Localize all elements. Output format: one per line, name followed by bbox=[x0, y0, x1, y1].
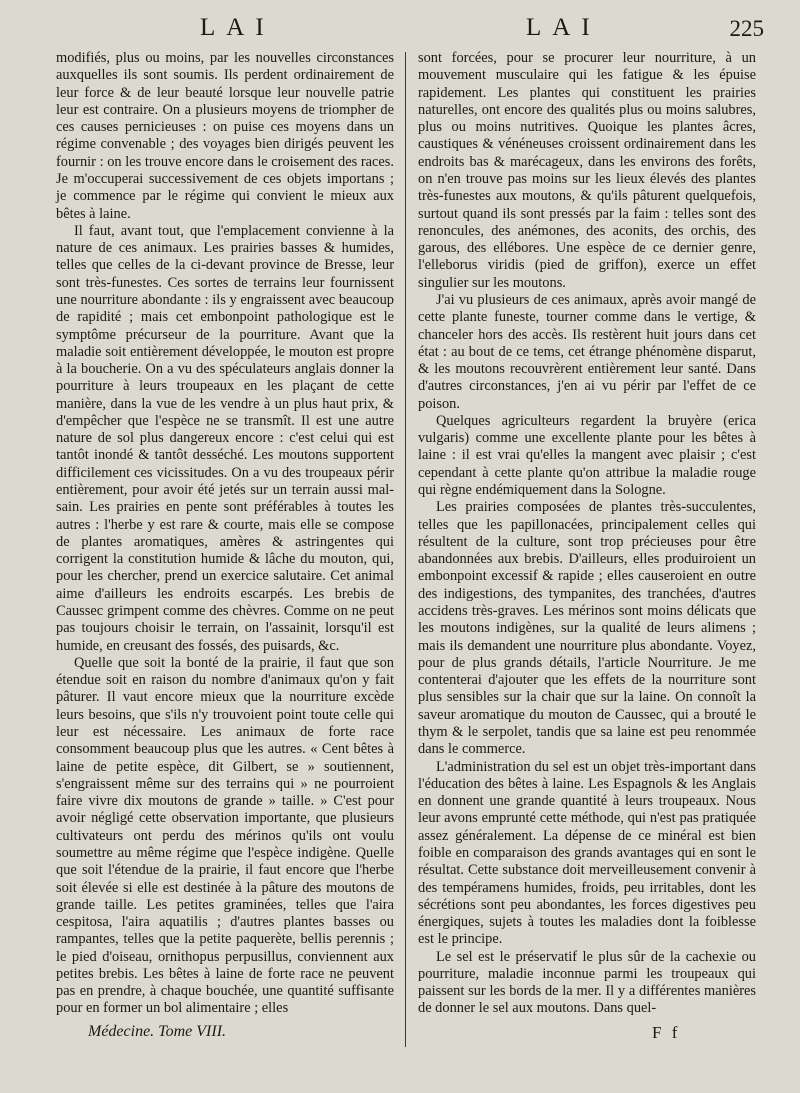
footer-signature: F f bbox=[652, 1023, 681, 1042]
column-divider bbox=[405, 52, 406, 1047]
header-right-title: LAI bbox=[526, 14, 601, 41]
right-paragraph-1: sont forcées, pour se procurer leur nourriture, à un mouvement musculaire qui les fatigue & les épuise rapidement. Les plantes qui constituent les prairies naturelles, ont encore des qualités plus ou moins salubres, plus ou moins nutritives. Quoique les plantes âcres, caustiques & vénéneuses croissent ordinairement dans les endroits bas & marécageux, dans les environs des forêts, on n'en trouve pas moins sur les lieux élevés des plantes très-funestes aux moutons, & qu'ils pâturent quelquefois, surtout quand ils sont pressés par la faim : telles sont des renoncules, des anémones, des aconits, des orchis, des garous, des ellébores. Une espèce de ce dernier genre, l'elleborus viridis (pied de griffon), exerce un effet singulier sur les moutons. bbox=[418, 50, 756, 291]
left-paragraph-3: Quelle que soit la bonté de la prairie, il faut que son étendue soit en raison du nombre d'animaux qu'on y fait pâturer. Il vaut encore mieux que la nourriture excède leurs besoins, que s'ils n'y trouvoient point toute celle qui leur est nécessaire. Les animaux de forte race consomment beaucoup plus que les autres. « Cent bêtes à laine de petite espèce, dit Gilbert, se » soutiennent, s'engraissent même sur des terrains qui » ne pourroient faire vivre dix moutons de grande » taille. » C'est pour avoir négligé cette observation importante, que plusieurs cultivateurs ont perdu des mérinos qu'ils ont voulu soumettre au même régime que l'espèce indigène. Quelle que soit l'étendue de la prairie, il faut encore que l'herbe soit élevée si elle est destinée à la pâture des moutons de grande taille. Les petites graminées, telles que l'aira cespitosa, l'aira aquatilis ; d'autres plantes basses ou rampantes, telles que la petite paquerète, bellis perennis ; le pied d'oiseau, ornithopus perpusillus, conviennent aux petites brebis. Les bêtes à laine de forte race ne peuvent pas en prendre, à chaque bouchée, une quantité suffisante pour en former un bol alimentaire ; elles bbox=[56, 654, 394, 1017]
left-paragraph-2: Il faut, avant tout, que l'emplacement convienne à la nature de ces animaux. Les prairies basses & humides, telles que celles de la ci-devant province de Bresse, leur sont très-funestes. Ces sortes de terrains leur fournissent une nourriture abondante : ils y engraissent avec beaucoup de rapidité ; mais cet embonpoint pathologique est le symptôme précurseur de la pourriture. Avant que la maladie soit entièrement développée, le mouton est propre à la boucherie. On a vu des spéculateurs anglais donner la pourriture à leurs troupeaux en les plaçant de cette manière, dans la vue de les vendre à un plus haut prix, & d'empêcher que l'espèce ne se transmît. Il est une autre nature de sol plus dangereux encore : c'est celui qui est tantôt inondé & tantôt desséché. Les moutons supportent difficilement ces vicissitudes. On a vu des troupeaux périr entièrement, pour avoir été jetés sur un terrain aussi mal-sain. Les prairies en pente sont préférables à toutes les autres : l'herbe y est rare & courte, mais elle se compose de plantes aromatiques, amères & astringentes qui corrigent la constitution humide & lâche du mouton, qui, pour les chercher, prend un exercice salutaire. Cet animal aime d'ailleurs les endroits escarpés. Les brebis de Caussec grimpent comme des chèvres. Comme on ne peut pas toujours choisir le terrain, on l'assainit, lorsqu'il est humide, en creusant des fossés, des puisards, &c. bbox=[56, 222, 394, 654]
right-paragraph-3: Quelques agriculteurs regardent la bruyère (erica vulgaris) comme une excellente plante pour les bêtes à laine : il est vrai qu'elles la mangent avec plaisir ; c'est cependant à cette plante qu'on attribue la maladie rouge qui règne endémiquement dans la Sologne. bbox=[418, 412, 756, 499]
left-column bbox=[56, 50, 394, 1018]
right-column bbox=[418, 50, 756, 1018]
running-header bbox=[0, 14, 800, 46]
right-paragraph-4: Les prairies composées de plantes très-succulentes, telles que les papillonacées, principalement celles qui résultent de la culture, sont trop précieuses pour être abandonnées aux brebis. D'ailleurs, elles produiroient un embonpoint excessif & rapide ; elles causeroient en outre des indigestions, des tympanites, des tranchées, d'autres accidens très-graves. Les mérinos sont moins délicats que les moutons indigènes, sur la qualité de leurs alimens ; mais ils demandent une nourriture plus abondante. Voyez, pour de plus grands détails, l'article Nourriture. Je me contenterai d'ajouter que les effets de la nourriture sont plus sensibles sur la chair que sur la laine. On connoît la saveur aromatique du mouton de Caussec, qui a brouté le thym & le serpolet, tandis que sa laine est peu renommée dans le commerce. bbox=[418, 499, 756, 758]
left-paragraph-1: modifiés, plus ou moins, par les nouvelles circonstances auxquelles ils sont soumis. Ils perdent ordinairement de leur force & de leur beauté lorsque leur nouvelle patrie leur est contraire. On a plusieurs moyens de triompher de ces causes pernicieuses : on puise ces moyens dans un régime convenable ; des voyages bien dirigés peuvent les fournir : on les trouve encore dans le croisement des races. Je m'occuperai successivement de ces objets importans ; je commence par le régime qui convient le mieux aux bêtes à laine. bbox=[56, 50, 394, 222]
right-paragraph-2: J'ai vu plusieurs de ces animaux, après avoir mangé de cette plante funeste, tourner comme dans le vertige, & chanceler hors des accès. Ils restèrent huit jours dans cet état : au bout de ce tems, cet étrange phénomène disparut, & les moutons recouvrèrent entièrement leur santé. Dans d'autres circonstances, j'en ai vu périr par l'effet de ce poison. bbox=[418, 291, 756, 412]
page-number: 225 bbox=[729, 16, 764, 41]
right-paragraph-5: L'administration du sel est un objet très-important dans l'éducation des bêtes à laine. Les Espagnols & les Anglais en donnent une grande quantité à leurs troupeaux. Nous leur avons emprunté cette méthode, qui n'est pas pratiquée assez généralement. La dépense de ce minéral est bien foible en comparaison des grands avantages qui en sont le résultat. Cette substance doit merveilleusement convenir à des tempéramens humides, froids, peu irritables, dont les sécrétions sont peu abondantes, les forces digestives peu énergiques, sujets à toutes les maladies dont la foiblesse est le principe. bbox=[418, 758, 756, 948]
right-paragraph-6: Le sel est le préservatif le plus sûr de la cachexie ou pourriture, maladie inconnue parmi les troupeaux qui paissent sur les bords de la mer. Il y a différentes manières de donner le sel aux moutons. Dans quel- bbox=[418, 948, 756, 1017]
header-left-title: LAI bbox=[200, 14, 275, 41]
footer-volume: Médecine. Tome VIII. bbox=[88, 1023, 227, 1040]
